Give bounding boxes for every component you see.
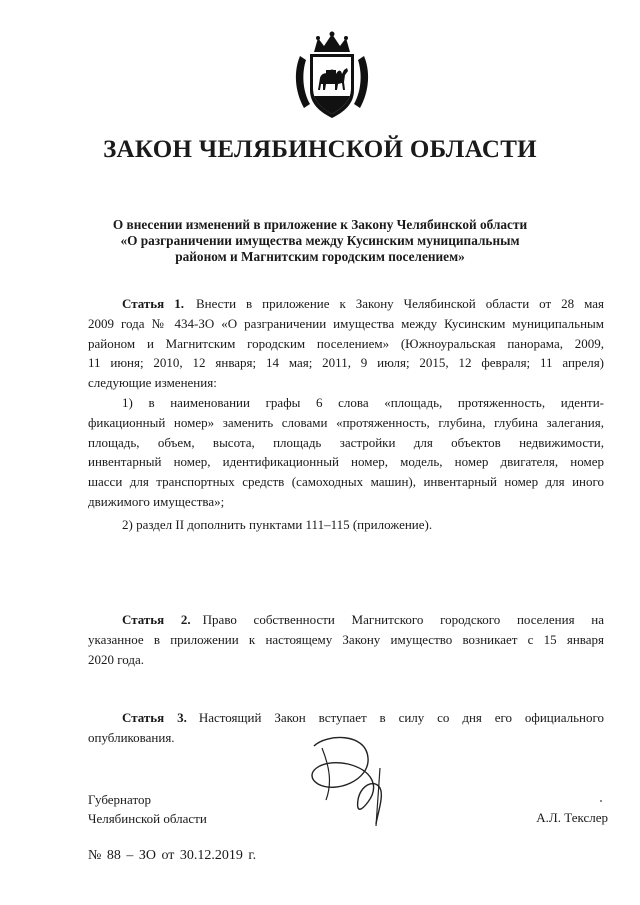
- article-1-line: следующие изменения:: [88, 375, 217, 391]
- article-1-item-1-line: площадь, объем, высота, площадь застройки для объектов недвижимости,: [88, 434, 604, 450]
- governor-title-line: Челябинской области: [88, 811, 207, 826]
- article-2-line: 2020 года.: [88, 651, 145, 667]
- subtitle-line: районом и Магнитским городским поселением»: [175, 249, 465, 264]
- chelyabinsk-coat-of-arms-icon: [290, 30, 374, 122]
- article-3-label: Статья 3.: [122, 710, 187, 725]
- subtitle-line: «О разграничении имущества между Кусинским муниципальным: [120, 233, 520, 248]
- article-1: [88, 294, 604, 535]
- law-subtitle: [90, 217, 550, 265]
- subtitle-line: О внесении изменений в приложение к Закону Челябинской области: [112, 217, 528, 232]
- article-1-line: 2009 года № 434-ЗО «О разграничении имущества между Кусинским муниципальным: [88, 315, 604, 331]
- article-2: [88, 610, 604, 669]
- article-3-first-line: Статья 3. Настоящий Закон вступает в силу со дня его официального: [122, 710, 604, 725]
- article-3-line: опубликования.: [88, 729, 175, 745]
- document-number: № 88 – ЗО от 30.12.2019 г.: [88, 848, 257, 863]
- law-title: ЗАКОН ЧЕЛЯБИНСКОЙ ОБЛАСТИ: [103, 136, 537, 163]
- stray-mark: [600, 800, 602, 802]
- article-1-first-line: Статья 1. Внести в приложение к Закону Челябинской области от 28 мая: [122, 296, 604, 311]
- article-1-item-1-line: фикационный номер» заменить словами «протяженность, глубина, глубина залегания,: [88, 414, 604, 430]
- governor-name: А.Л. Текслер: [536, 810, 608, 825]
- article-1-line: районом и Магнитским городским поселением» (Южноуральская панорама, 2009,: [88, 335, 604, 351]
- article-2-line: указанное в приложении к настоящему Закону имущество возникает с 15 января: [88, 631, 604, 647]
- article-1-item-1-line: движимого имущества»;: [88, 493, 225, 509]
- article-1-label: Статья 1.: [122, 296, 184, 311]
- governor-title-line: Губернатор: [88, 792, 151, 807]
- article-1-line: 11 июня; 2010, 12 января; 14 мая; 2011, 9 июля; 2015, 12 февраля; 11 апреля): [88, 355, 604, 371]
- article-2-label: Статья 2.: [122, 612, 191, 627]
- article-1-item-1-line: шасси для транспортных средств (самоходных машин), инвентарный номер для иного: [88, 474, 604, 490]
- governor-title: [88, 790, 207, 828]
- signature-mark: [296, 728, 406, 828]
- article-1-item-2: 2) раздел II дополнить пунктами 111–115 (приложение).: [122, 516, 433, 532]
- article-1-item-1-line: 1) в наименовании графы 6 слова «площадь, протяженность, иденти-: [122, 394, 604, 410]
- article-2-first-line: Статья 2. Право собственности Магнитского городского поселения на: [122, 612, 604, 627]
- article-1-item-1-line: инвентарный номер, идентификационный номер, модель, номер двигателя, номер: [88, 454, 604, 470]
